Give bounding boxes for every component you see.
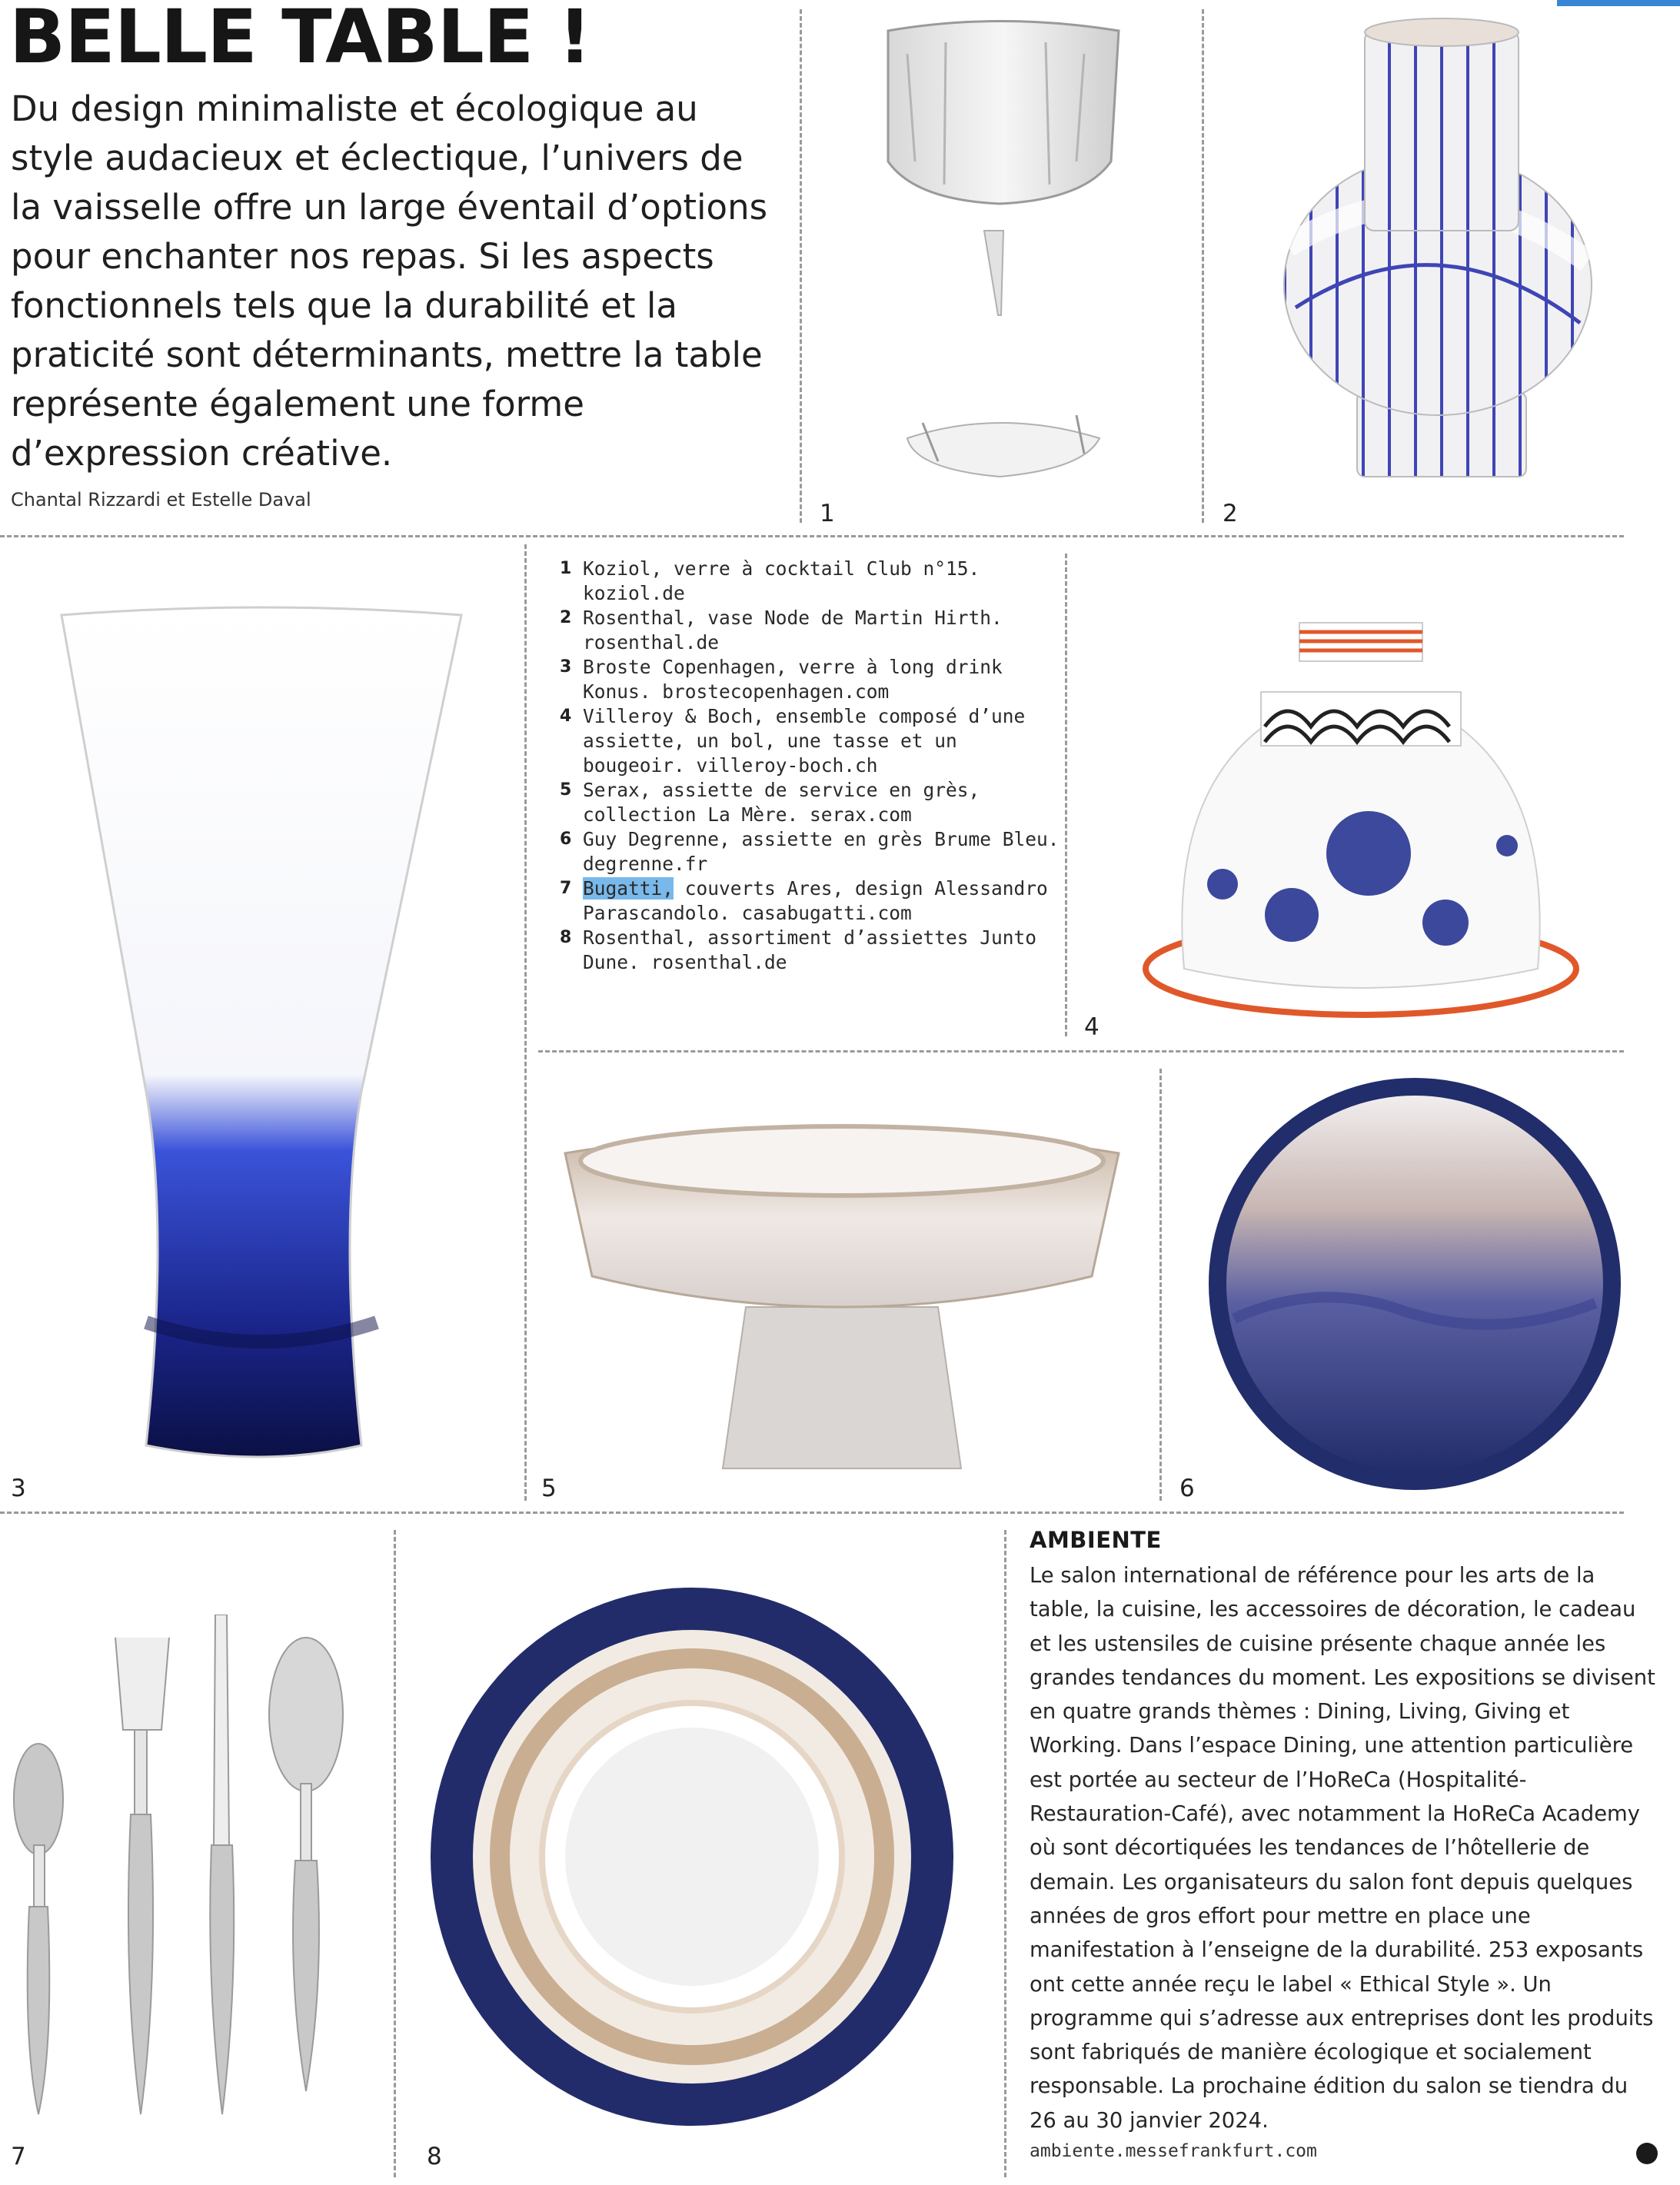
credit-number: 4 <box>560 707 572 726</box>
credit-number: 6 <box>560 830 572 849</box>
divider <box>1004 1530 1006 2177</box>
product-number: 4 <box>1084 1013 1099 1041</box>
junto-dune-plates-image <box>427 1584 957 2130</box>
product-number: 8 <box>427 2143 442 2170</box>
credit-number: 8 <box>560 928 572 947</box>
credit-text: Guy Degrenne, assiette en grès Brume Bleu. degrenne.fr <box>583 828 1060 875</box>
ambiente-body: Le salon international de référence pour les arts de la table, la cuisine, les accessoires de décoration, le cadeau et les ustensiles de cuisine présente chaque année les grandes tendances du moment. Les expositions se divisent en quatre grands thèmes : Dining, Living, Giving et Working. Dans l’espace Dining, une attention particulière est portée au secteur de l’HoReCa (Hospitalité-Restauration-Café), avec notamment la HoReCa Academy où sont décortiquées les tendances de l’hôtellerie de demain. Les organisateurs du salon font depuis quelques années de gros effort pour mettre en place une manifestation à l’enseigne de la durabilité. 253 exposants ont cette année reçu le label « Ethical Style ». Un programme qui s’adresse aux entreprises dont les produits sont fabriqués de manière écologique et socialement responsable. La prochaine édition du salon se tiendra du 26 au 30 janvier 2024. <box>1030 1564 1655 2133</box>
credits-list <box>560 557 1060 975</box>
credit-item <box>560 557 1060 606</box>
corner-tag <box>1557 0 1680 6</box>
credit-text: Villeroy & Boch, ensemble composé d’une assiette, un bol, une tasse et un bougeoir. villeroy-boch.ch <box>583 705 1026 777</box>
end-mark-dot <box>1636 2143 1658 2164</box>
credit-item <box>560 778 1060 827</box>
divider <box>800 9 802 523</box>
cocktail-glass-image <box>853 8 1146 484</box>
credit-number: 1 <box>560 559 572 578</box>
credit-item <box>560 704 1060 778</box>
product-number: 7 <box>11 2143 26 2170</box>
divider <box>1065 554 1067 1036</box>
credit-item <box>560 876 1060 926</box>
ambiente-url: ambiente.messefrankfurt.com <box>1030 2141 1317 2161</box>
credit-number: 5 <box>560 780 572 800</box>
divider <box>1159 1069 1162 1501</box>
credit-text: Rosenthal, vase Node de Martin Hirth. rosenthal.de <box>583 607 1003 654</box>
credit-number: 7 <box>560 879 572 898</box>
credit-item <box>560 655 1060 704</box>
knot-vase-image <box>1272 15 1595 484</box>
page-title: BELLE TABLE ! <box>9 0 591 80</box>
credit-item <box>560 606 1060 655</box>
product-number: 2 <box>1223 500 1238 527</box>
credit-item <box>560 827 1060 876</box>
credit-number: 3 <box>560 657 572 677</box>
bugatti-cutlery-image <box>8 1615 354 2130</box>
credit-item <box>560 926 1060 975</box>
credit-text: Serax, assiette de service en grès, collection La Mère. serax.com <box>583 779 980 826</box>
credit-number: 2 <box>560 608 572 627</box>
brume-bleu-plate-image <box>1203 1073 1626 1495</box>
intro-paragraph: Du design minimaliste et écologique au style audacieux et éclectique, l’univers de la vaisselle offre un large éventail d’options pour enchanter nos repas. Si les aspects fonctionnels tels que la durabilité et la praticité sont déterminants, mettre la table représente également une forme d’expression créative. <box>11 88 768 474</box>
long-drink-glass-image <box>46 600 477 1468</box>
divider <box>0 535 1624 537</box>
serax-footed-plate-image <box>561 1115 1123 1484</box>
product-number: 3 <box>11 1475 26 1502</box>
product-number: 1 <box>820 500 835 527</box>
product-number: 5 <box>541 1475 557 1502</box>
credit-text: Broste Copenhagen, verre à long drink Konus. brostecopenhagen.com <box>583 656 1003 703</box>
credit-text: Koziol, verre à cocktail Club n°15. koziol.de <box>583 557 980 604</box>
divider <box>0 1512 1624 1514</box>
byline: Chantal Rizzardi et Estelle Daval <box>11 489 311 510</box>
divider <box>394 1530 396 2177</box>
villeroy-boch-set-image <box>1138 592 1584 1023</box>
divider <box>524 544 527 1501</box>
ambiente-heading: AMBIENTE <box>1030 1527 1162 1553</box>
highlighted-brand[interactable]: Bugatti, <box>583 877 674 900</box>
credit-text: Rosenthal, assortiment d’assiettes Junto Dune. rosenthal.de <box>583 926 1037 973</box>
credit-text: couverts Ares, design Alessandro Parascandolo. casabugatti.com <box>583 877 1048 924</box>
divider <box>538 1050 1624 1053</box>
product-number: 6 <box>1179 1475 1195 1502</box>
divider <box>1202 9 1204 523</box>
